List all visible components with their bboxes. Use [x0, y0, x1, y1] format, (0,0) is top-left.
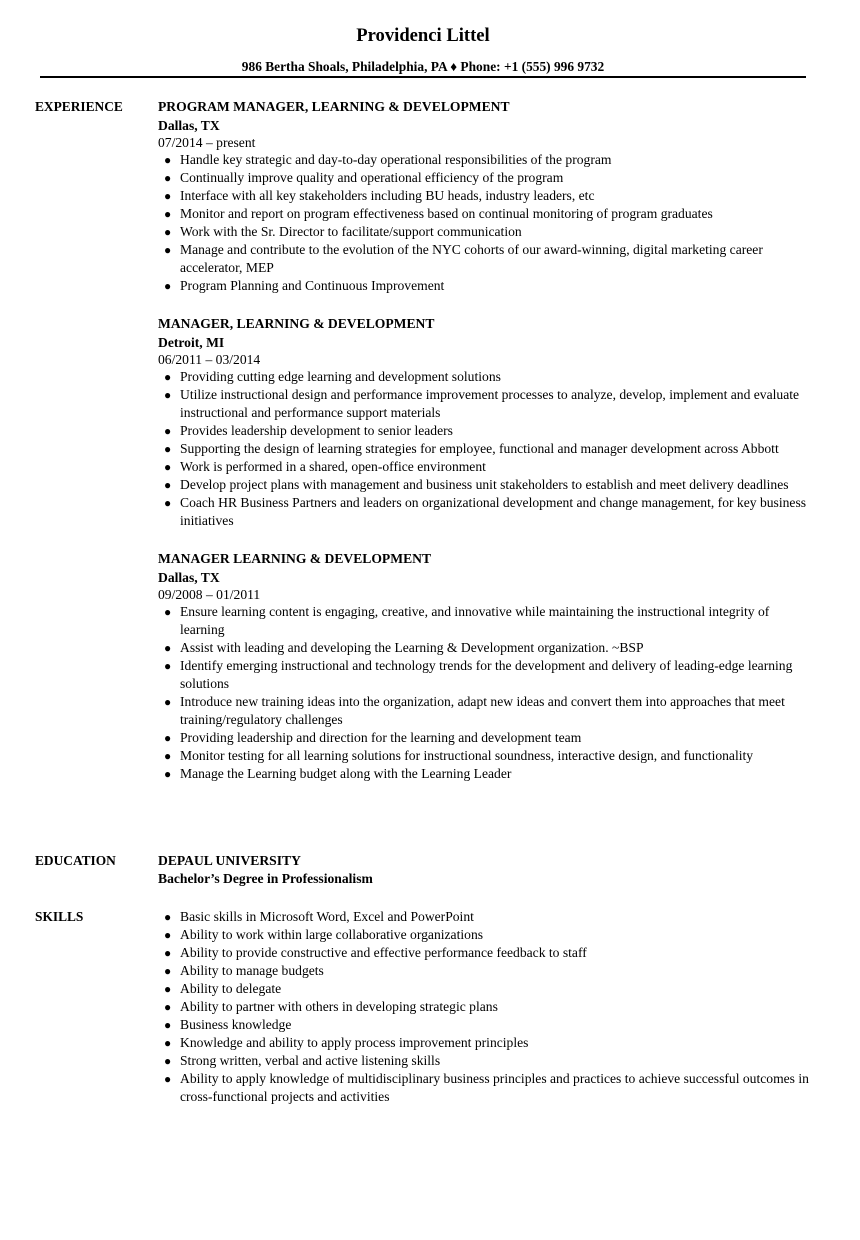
- job-entry: [158, 98, 810, 295]
- bullet-text: Manage the Learning budget along with the Learning Leader: [180, 766, 512, 781]
- job-bullet: [158, 241, 810, 277]
- bullet-text: Assist with leading and developing the Learning & Development organization. ~BSP: [180, 640, 644, 655]
- bullet-dot-icon: ●: [164, 442, 172, 456]
- job-bullet: [158, 747, 810, 765]
- job-dates: 07/2014 – present: [158, 135, 256, 150]
- bullet-text: Continually improve quality and operational efficiency of the program: [180, 170, 564, 185]
- experience-body: [158, 98, 810, 803]
- bullet-dot-icon: ●: [164, 388, 172, 402]
- job-title: MANAGER LEARNING & DEVELOPMENT: [158, 551, 432, 566]
- bullet-text: Introduce new training ideas into the organization, adapt new ideas and convert them into approaches that meet training/regulatory challenges: [180, 694, 785, 727]
- bullet-dot-icon: ●: [164, 1036, 172, 1050]
- bullet-dot-icon: ●: [164, 496, 172, 510]
- job-bullet: [158, 458, 810, 476]
- bullet-dot-icon: ●: [164, 478, 172, 492]
- job-bullet: [158, 422, 810, 440]
- skills-body: [158, 908, 810, 1106]
- skill-text: Ability to manage budgets: [180, 963, 324, 978]
- job-bullets: [158, 368, 810, 530]
- resume-header: [40, 24, 806, 76]
- bullet-dot-icon: ●: [164, 946, 172, 960]
- bullet-text: Coach HR Business Partners and leaders on organizational development and change management, for key business initiatives: [180, 495, 807, 528]
- bullet-text: Providing leadership and direction for the learning and development team: [180, 730, 582, 745]
- bullet-dot-icon: ●: [164, 964, 172, 978]
- job-entry: [158, 550, 810, 783]
- skill-item: [158, 1034, 810, 1052]
- bullet-dot-icon: ●: [164, 370, 172, 384]
- job-bullets: [158, 151, 810, 295]
- bullet-dot-icon: ●: [164, 695, 172, 709]
- bullet-dot-icon: ●: [164, 928, 172, 942]
- skill-item: [158, 1070, 810, 1106]
- bullet-dot-icon: ●: [164, 731, 172, 745]
- bullet-dot-icon: ●: [164, 153, 172, 167]
- job-bullet: [158, 386, 810, 422]
- job-location: Dallas, TX: [158, 118, 220, 133]
- skill-text: Ability to delegate: [180, 981, 282, 996]
- bullet-text: Providing cutting edge learning and development solutions: [180, 369, 501, 384]
- bullet-dot-icon: ●: [164, 910, 172, 924]
- skill-text: Basic skills in Microsoft Word, Excel and PowerPoint: [180, 909, 474, 924]
- candidate-name: Providenci Littel: [356, 25, 490, 46]
- skill-item: [158, 1052, 810, 1070]
- bullet-text: Utilize instructional design and performance improvement processes to analyze, develop, implement and evaluate instructional and performance support materials: [180, 387, 800, 420]
- job-dates: 06/2011 – 03/2014: [158, 352, 261, 367]
- header-divider: [40, 76, 806, 78]
- bullet-text: Supporting the design of learning strategies for employee, functional and manager development across Abbott: [180, 441, 779, 456]
- bullet-text: Monitor and report on program effectiveness based on continual monitoring of program graduates: [180, 206, 713, 221]
- bullet-dot-icon: ●: [164, 1018, 172, 1032]
- bullet-text: Develop project plans with management and business unit stakeholders to establish and meet delivery deadlines: [180, 477, 789, 492]
- skill-text: Ability to provide constructive and effective performance feedback to staff: [180, 945, 587, 960]
- job-bullet: [158, 223, 810, 241]
- bullet-text: Identify emerging instructional and technology trends for the development and delivery of leading-edge learning solutions: [180, 658, 793, 691]
- bullet-dot-icon: ●: [164, 424, 172, 438]
- bullet-dot-icon: ●: [164, 605, 172, 619]
- bullet-text: Provides leadership development to senior leaders: [180, 423, 453, 438]
- skill-text: Strong written, verbal and active listening skills: [180, 1053, 441, 1068]
- skill-item: [158, 944, 810, 962]
- skill-item: [158, 998, 810, 1016]
- bullet-text: Program Planning and Continuous Improvement: [180, 278, 445, 293]
- job-bullet: [158, 693, 810, 729]
- skill-item: [158, 980, 810, 998]
- bullet-dot-icon: ●: [164, 1072, 172, 1086]
- skills-list: [158, 908, 810, 1106]
- job-bullet: [158, 368, 810, 386]
- skill-text: Business knowledge: [180, 1017, 292, 1032]
- job-bullet: [158, 765, 810, 783]
- job-title: MANAGER, LEARNING & DEVELOPMENT: [158, 316, 435, 331]
- bullet-dot-icon: ●: [164, 982, 172, 996]
- skill-text: Ability to work within large collaborative organizations: [180, 927, 484, 942]
- bullet-text: Ensure learning content is engaging, creative, and innovative while maintaining the instructional integrity of learning: [180, 604, 770, 637]
- skill-text: Ability to apply knowledge of multidisciplinary business principles and practices to achieve successful outcomes in cross-functional projects and activities: [180, 1071, 809, 1104]
- job-bullet: [158, 639, 810, 657]
- job-bullet: [158, 729, 810, 747]
- bullet-dot-icon: ●: [164, 279, 172, 293]
- education-label: EDUCATION: [35, 853, 116, 868]
- job-bullet: [158, 476, 810, 494]
- job-bullets: [158, 603, 810, 783]
- contact-line: 986 Bertha Shoals, Philadelphia, PA ♦ Phone: +1 (555) 996 9732: [241, 59, 605, 74]
- skill-item: [158, 1016, 810, 1034]
- bullet-dot-icon: ●: [164, 641, 172, 655]
- bullet-text: Work is performed in a shared, open-office environment: [180, 459, 486, 474]
- job-bullet: [158, 151, 810, 169]
- bullet-text: Monitor testing for all learning solutions for instructional soundness, interactive design, and functionality: [180, 748, 754, 763]
- job-bullet: [158, 205, 810, 223]
- degree-name: Bachelor’s Degree in Professionalism: [158, 871, 373, 886]
- job-location: Dallas, TX: [158, 570, 220, 585]
- skill-item: [158, 926, 810, 944]
- job-bullet: [158, 187, 810, 205]
- bullet-text: Handle key strategic and day-to-day operational responsibilities of the program: [180, 152, 612, 167]
- job-bullet: [158, 277, 810, 295]
- job-dates: 09/2008 – 01/2011: [158, 587, 261, 602]
- bullet-text: Interface with all key stakeholders including BU heads, industry leaders, etc: [180, 188, 595, 203]
- school-name: DEPAUL UNIVERSITY: [158, 853, 301, 868]
- skill-item: [158, 908, 810, 926]
- job-bullet: [158, 603, 810, 639]
- bullet-dot-icon: ●: [164, 189, 172, 203]
- bullet-dot-icon: ●: [164, 225, 172, 239]
- skill-item: [158, 962, 810, 980]
- bullet-dot-icon: ●: [164, 767, 172, 781]
- job-bullet: [158, 494, 810, 530]
- skills-label: SKILLS: [35, 909, 84, 924]
- bullet-dot-icon: ●: [164, 171, 172, 185]
- bullet-dot-icon: ●: [164, 243, 172, 257]
- bullet-text: Manage and contribute to the evolution of the NYC cohorts of our award-winning, digital marketing career accelerator, MEP: [180, 242, 763, 275]
- bullet-dot-icon: ●: [164, 460, 172, 474]
- job-location: Detroit, MI: [158, 335, 225, 350]
- bullet-dot-icon: ●: [164, 1054, 172, 1068]
- job-entry: [158, 315, 810, 530]
- job-bullet: [158, 169, 810, 187]
- bullet-dot-icon: ●: [164, 659, 172, 673]
- bullet-text: Work with the Sr. Director to facilitate/support communication: [180, 224, 522, 239]
- skill-text: Knowledge and ability to apply process improvement principles: [180, 1035, 529, 1050]
- bullet-dot-icon: ●: [164, 749, 172, 763]
- experience-label: EXPERIENCE: [35, 99, 123, 114]
- education-body: [158, 852, 810, 888]
- job-title: PROGRAM MANAGER, LEARNING & DEVELOPMENT: [158, 99, 510, 114]
- bullet-dot-icon: ●: [164, 207, 172, 221]
- skill-text: Ability to partner with others in developing strategic plans: [180, 999, 498, 1014]
- job-bullet: [158, 657, 810, 693]
- job-bullet: [158, 440, 810, 458]
- bullet-dot-icon: ●: [164, 1000, 172, 1014]
